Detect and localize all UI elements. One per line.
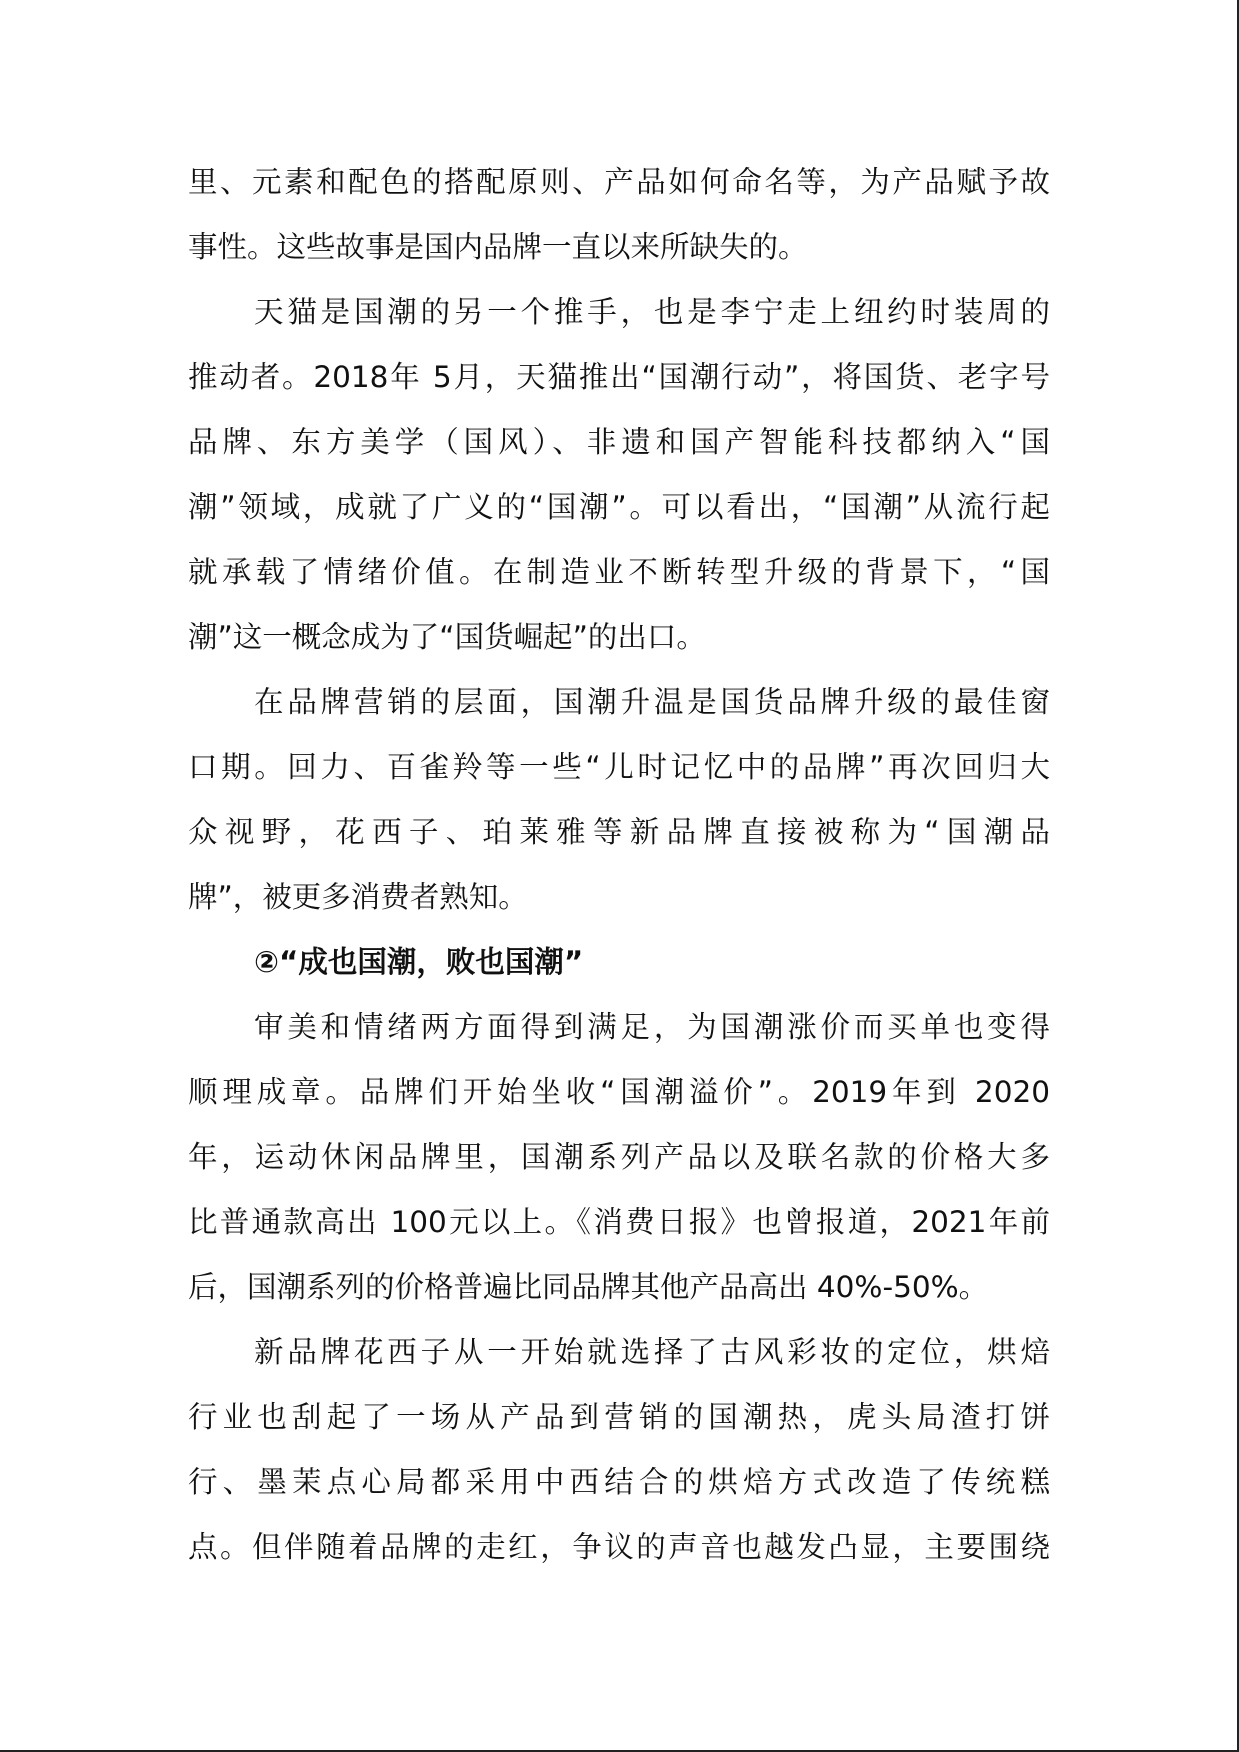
paragraph	[188, 280, 1050, 670]
text-line: 里、元素和配色的搭配原则、产品如何命名等，为产品赋予故	[188, 165, 1050, 199]
text-line: 潮”这一概念成为了“国货崛起”的出口。	[188, 620, 706, 654]
text-line: 众视野，花西子、珀莱雅等新品牌直接被称为“国潮品	[188, 815, 1050, 849]
paragraph	[188, 995, 1050, 1320]
text-line: 点。但伴随着品牌的走红，争议的声音也越发凸显，主要围绕	[188, 1530, 1050, 1564]
paragraph	[188, 670, 1050, 930]
text-line: 审美和情绪两方面得到满足，为国潮涨价而买单也变得	[254, 1010, 1050, 1044]
text-line: 顺理成章。品牌们开始坐收“国潮溢价”。2019年到 2020	[188, 1075, 1050, 1109]
text-line: 年，运动休闲品牌里，国潮系列产品以及联名款的价格大多	[188, 1140, 1050, 1174]
text-line: 潮”领域，成就了广义的“国潮”。可以看出，“国潮”从流行起	[188, 490, 1050, 524]
text-line: 事性。这些故事是国内品牌一直以来所缺失的。	[188, 230, 808, 264]
text-line: 后，国潮系列的价格普遍比同品牌其他产品高出 40%-50%。	[188, 1270, 989, 1304]
paragraph	[188, 150, 1050, 280]
text-line: 品牌、东方美学（国风）、非遗和国产智能科技都纳入“国	[188, 425, 1050, 459]
text-line: 推动者。2018年 5月，天猫推出“国潮行动”，将国货、老字号	[188, 360, 1050, 394]
text-line: 比普通款高出 100元以上。《消费日报》也曾报道，2021年前	[188, 1205, 1050, 1239]
text-line: 新品牌花西子从一开始就选择了古风彩妆的定位，烘焙	[254, 1335, 1050, 1369]
text-line: 口期。回力、百雀羚等一些“儿时记忆中的品牌”再次回归大	[188, 750, 1050, 784]
text-line: 牌”，被更多消费者熟知。	[188, 880, 528, 914]
section-heading: ②“成也国潮，败也国潮”	[254, 945, 584, 979]
document-body	[188, 150, 1050, 1580]
text-line: 行、墨茉点心局都采用中西结合的烘焙方式改造了传统糕	[188, 1465, 1050, 1499]
text-line: 在品牌营销的层面，国潮升温是国货品牌升级的最佳窗	[254, 685, 1050, 719]
text-line: 行业也刮起了一场从产品到营销的国潮热，虎头局渣打饼	[188, 1400, 1050, 1434]
text-line: 就承载了情绪价值。在制造业不断转型升级的背景下，“国	[188, 555, 1050, 589]
paragraph	[188, 1320, 1050, 1580]
text-line: 天猫是国潮的另一个推手，也是李宁走上纽约时装周的	[254, 295, 1050, 329]
